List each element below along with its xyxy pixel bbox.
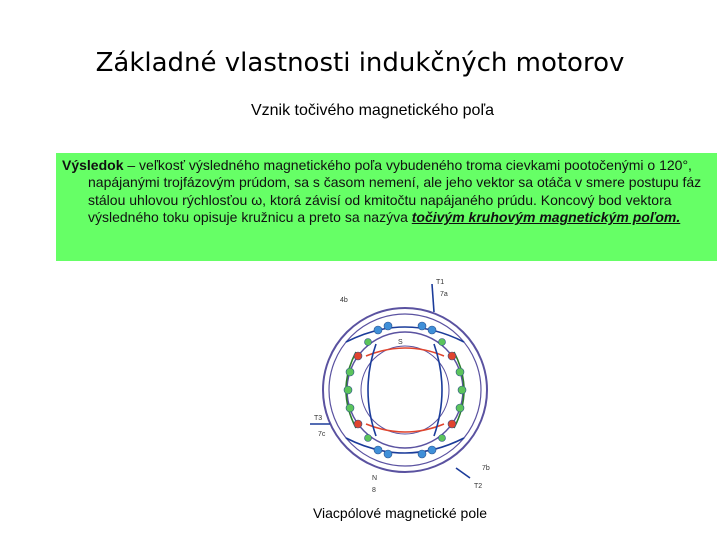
slide-subtitle: Vznik točivého magnetického poľa [250, 102, 495, 119]
magnetic-field-diagram [306, 272, 504, 504]
conductor-dot [418, 450, 426, 458]
lead-t2 [456, 468, 470, 478]
label-t3: T3 [314, 415, 323, 422]
result-emphasis: točivým kruhovým magnetickým poľom. [411, 209, 681, 226]
result-box [56, 153, 717, 261]
label-s: S [398, 339, 403, 346]
conductor-dot [418, 322, 426, 330]
figure-caption: Viacpólové magnetické pole [312, 505, 488, 521]
result-label: Výsledok [62, 157, 124, 173]
conductor-dot [384, 322, 392, 330]
conductor-dot [344, 386, 352, 394]
conductor-dot [439, 435, 446, 442]
conductor-dot [365, 435, 372, 442]
field-line-bottom [346, 438, 464, 453]
conductor-dot [456, 368, 464, 376]
result-paragraph [62, 157, 709, 227]
label-t2: T2 [474, 483, 483, 490]
field-line-bottom-inner [366, 424, 444, 432]
conductor-dot [365, 339, 372, 346]
field-lines [310, 284, 470, 478]
conductor-dot [354, 352, 362, 360]
conductor-dot [428, 326, 436, 334]
inner-ring [361, 346, 449, 434]
conductor-dot [374, 446, 382, 454]
conductor-dot [346, 404, 354, 412]
conductor-dot [354, 420, 362, 428]
label-4b: 4b [340, 297, 348, 304]
conductor-dot [439, 339, 446, 346]
conductor-dot [346, 368, 354, 376]
conductors [344, 322, 466, 458]
field-line-top [346, 327, 464, 342]
label-7c: 7c [318, 431, 326, 438]
conductor-dot [384, 450, 392, 458]
label-8: 8 [372, 487, 376, 494]
conductor-dot [374, 326, 382, 334]
conductor-dot [458, 386, 466, 394]
label-7a: 7a [440, 291, 448, 298]
lead-t1 [432, 284, 434, 312]
conductor-dot [428, 446, 436, 454]
label-7b: 7b [482, 465, 490, 472]
label-t1: T1 [436, 279, 445, 286]
conductor-dot [456, 404, 464, 412]
conductor-dot [448, 352, 456, 360]
result-text: – veľkosť výsledného magnetického poľa vybudeného troma cievkami pootočenými o 120°, napájanými trojfázovým prúdom, sa s časom nemení, ale jeho vektor sa otáča v smere postupu fáz stálou uhlovou rýchlosťou ω, ktorá závisí od kmitočtu napájaného prúdu. Koncový bod vektora výsledného toku opisuje kružnicu a preto sa nazýva [88, 157, 702, 226]
rotor-ring [347, 332, 463, 448]
diagram-svg [306, 272, 504, 504]
conductor-dot [448, 420, 456, 428]
field-line-top-inner [366, 348, 444, 356]
label-n: N [372, 475, 378, 482]
slide-title: Základné vlastnosti indukčných motorov [95, 48, 625, 78]
